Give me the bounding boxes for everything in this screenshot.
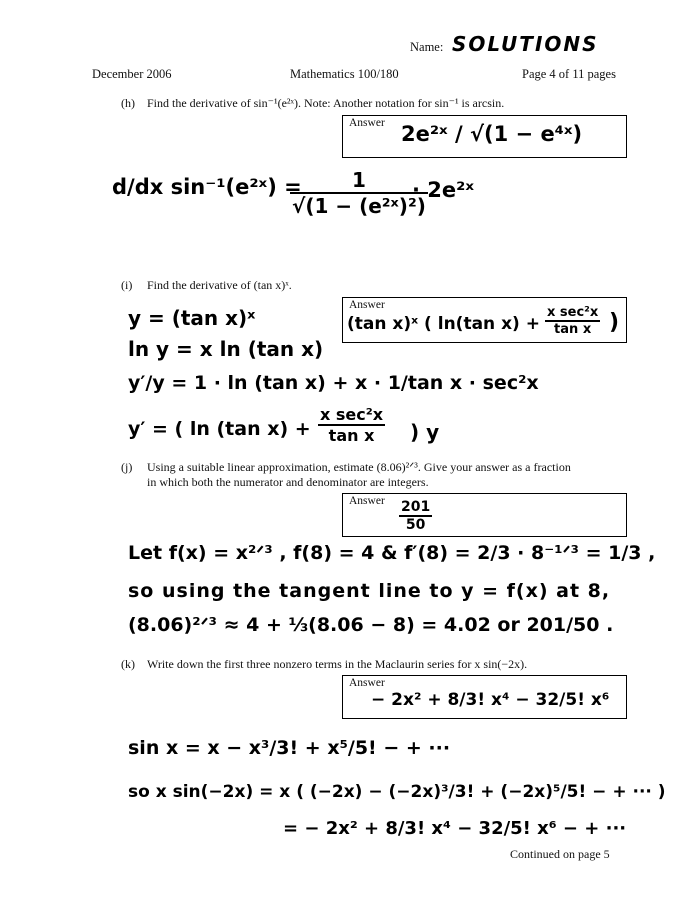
work-h-den: √(1 − (e²ˣ)²) [292, 194, 426, 218]
answer-h: 2e²ˣ / √(1 − e⁴ˣ) [401, 122, 583, 146]
work-k-line2: so x sin(−2x) = x ( (−2x) − (−2x)³/3! + (−2x)⁵/5! − + ··· ) [128, 782, 666, 802]
work-j-line1: Let f(x) = x²ᐟ³ , f(8) = 4 & f′(8) = 2/3 · 8⁻¹ᐟ³ = 1/3 , [128, 542, 656, 564]
name-value: SOLUTIONS [452, 32, 599, 56]
work-j-line2: so using the tangent line to y = f(x) at 8, [128, 580, 611, 602]
question-h-prompt: Find the derivative of sin⁻¹(e²ˣ). Note: Another notation for sin⁻¹ is arcsin. [147, 96, 505, 110]
work-i-line4a: y′ = ( ln (tan x) + [128, 418, 311, 440]
answer-box-j [342, 493, 627, 537]
answer-j-fraction [399, 499, 432, 533]
answer-k: − 2x² + 8/3! x⁴ − 32/5! x⁶ [371, 690, 610, 710]
question-h-label: (h) [121, 96, 135, 110]
question-i-label: (i) [121, 278, 133, 292]
work-k-line3: = − 2x² + 8/3! x⁴ − 32/5! x⁶ − + ··· [283, 818, 627, 839]
question-j-prompt-1: Using a suitable linear approximation, estimate (8.06)²ᐟ³. Give your answer as a fraction [147, 460, 571, 474]
answer-j-den: 50 [405, 517, 426, 533]
exam-date: December 2006 [92, 67, 172, 81]
answer-j-num: 201 [401, 499, 431, 515]
work-i-line4b: ) y [410, 420, 440, 444]
work-j-line3: (8.06)²ᐟ³ ≈ 4 + ⅓(8.06 − 8) = 4.02 or 201/50 . [128, 614, 614, 636]
work-i-line4-fraction [318, 405, 385, 445]
question-i-prompt: Find the derivative of (tan x)ˣ. [147, 278, 292, 292]
name-label: Name: [410, 40, 444, 54]
answer-box-k [342, 675, 627, 719]
work-i-line1: y = (tan x)ˣ [128, 306, 256, 330]
work-h-tail: · 2e²ˣ [412, 178, 475, 202]
page-number: Page 4 of 11 pages [522, 67, 616, 81]
course-title: Mathematics 100/180 [290, 67, 399, 81]
question-k-label: (k) [121, 657, 135, 671]
answer-i-b: ) [609, 310, 620, 335]
answer-box-i [342, 297, 627, 343]
work-k-line1: sin x = x − x³/3! + x⁵/5! − + ··· [128, 737, 451, 759]
answer-label: Answer [349, 495, 385, 507]
work-h-num: 1 [290, 168, 428, 194]
work-i-line3: y′/y = 1 · ln (tan x) + x · 1/tan x · sec²x [128, 372, 539, 394]
work-i-num: x sec²x [320, 405, 384, 424]
answer-i-den: tan x [554, 322, 592, 337]
answer-i-fraction [545, 305, 600, 337]
answer-i-num: x sec²x [547, 305, 599, 320]
work-h-lhs: d/dx sin⁻¹(e²ˣ) = [112, 175, 302, 199]
work-i-line2: ln y = x ln (tan x) [128, 337, 324, 361]
answer-box-h [342, 115, 627, 158]
answer-label: Answer [349, 299, 385, 311]
answer-i-a: (tan x)ˣ ( ln(tan x) + [347, 314, 540, 334]
work-i-den: tan x [328, 426, 375, 445]
question-j-label: (j) [121, 460, 133, 474]
question-j-prompt-2: in which both the numerator and denominator are integers. [147, 475, 429, 489]
work-h-fraction [290, 168, 426, 218]
continued-note: Continued on page 5 [510, 847, 610, 861]
question-k-prompt: Write down the first three nonzero terms in the Maclaurin series for x sin(−2x). [147, 657, 528, 671]
answer-label: Answer [349, 677, 385, 689]
answer-label: Answer [349, 117, 385, 129]
